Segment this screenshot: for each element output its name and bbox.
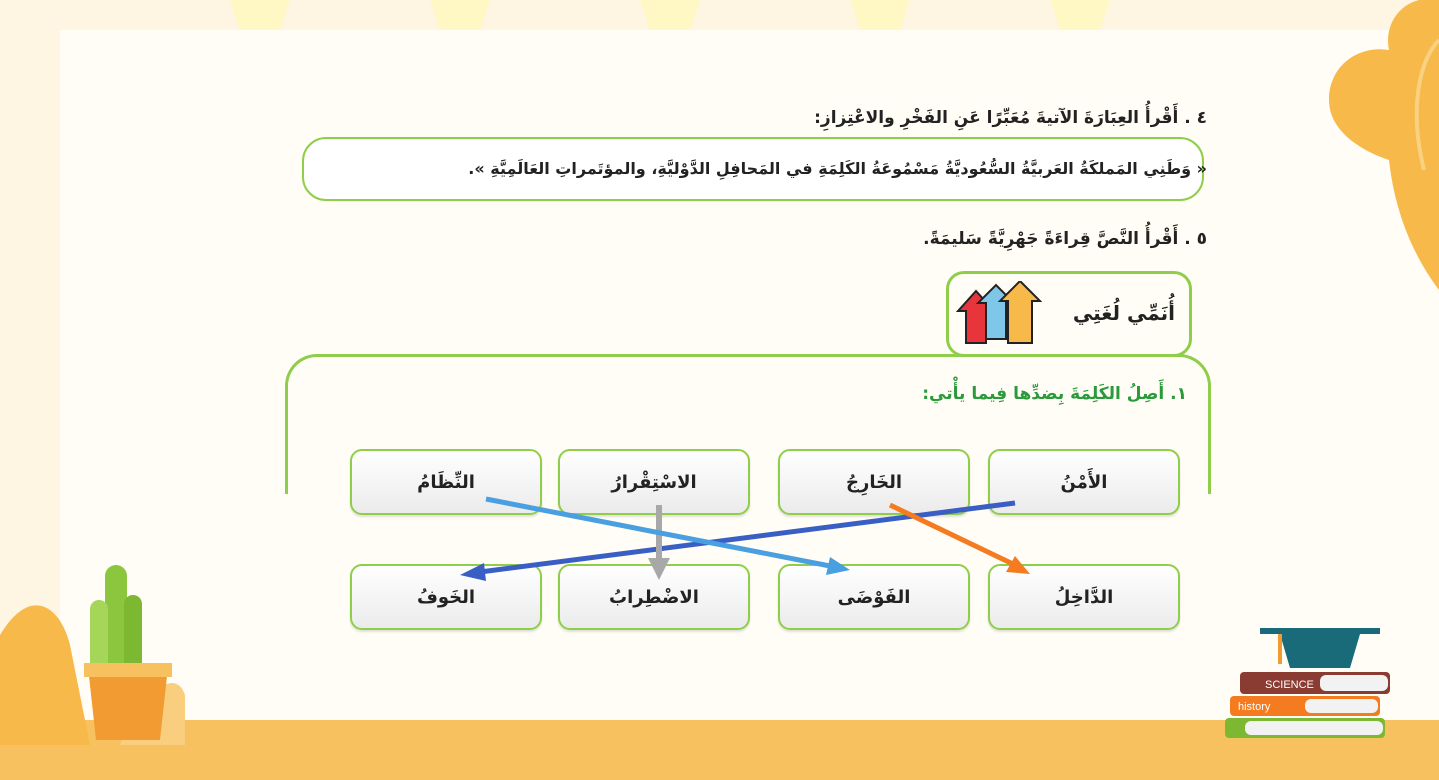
question-4-number: ٤ [1196, 108, 1207, 128]
question-5-text: أَقْرأُ النَّصَّ قِراءَةً جَهْرِيَّةً سَليمَةً. [923, 229, 1179, 249]
word-box-amn[interactable]: الأَمْنُ [988, 449, 1180, 515]
exercise-instruction: ١. أَصِلُ الكَلِمَةَ بِضدِّها فِيما يأْتي: [922, 384, 1187, 404]
question-5-number: ٥ [1196, 229, 1207, 249]
word-box-idtirab[interactable]: الاضْطِرابُ [558, 564, 750, 630]
word-box-kharij[interactable]: الخَارِجُ [778, 449, 970, 515]
question-5: ٥ . أَقْرأُ النَّصَّ قِراءَةً جَهْرِيَّةً سَليمَةً. [923, 229, 1207, 249]
growth-arrows-icon [956, 281, 1042, 345]
books-graduation-cap-icon [1220, 620, 1400, 745]
book-history-label: history [1238, 701, 1271, 713]
word-box-khawf[interactable]: الخَوفُ [350, 564, 542, 630]
word-box-nizam[interactable]: النِّظَامُ [350, 449, 542, 515]
leaf-decoration-icon [1219, 0, 1439, 290]
cactus-plant-icon [0, 545, 190, 745]
word-box-dakhil[interactable]: الدَّاخِلُ [988, 564, 1180, 630]
word-box-istiqrar[interactable]: الاسْتِقْرارُ [558, 449, 750, 515]
quote-text: « وَطَنِي المَملكَةُ العَربيَّةُ السُّعُوديَّةُ مَسْمُوعَةُ الكَلِمَةِ في المَحافِلِ الدَّوْليَّةِ، والمؤتَمراتِ العَالَمِيَّةِ ». [468, 159, 1207, 178]
book-science-label: SCIENCE [1265, 679, 1314, 691]
word-box-fawda[interactable]: الفَوْضَى [778, 564, 970, 630]
question-4: ٤ . أَقْرأُ العِبَارَةَ الآتيةَ مُعَبِّرًا عَنِ الفَخْرِ والاعْتِزازِ: [814, 108, 1207, 128]
section-title: أُنَمِّي لُغَتِي [1072, 301, 1175, 325]
question-4-text: أَقْرأُ العِبَارَةَ الآتيةَ مُعَبِّرًا عَنِ الفَخْرِ والاعْتِزازِ: [814, 108, 1179, 128]
